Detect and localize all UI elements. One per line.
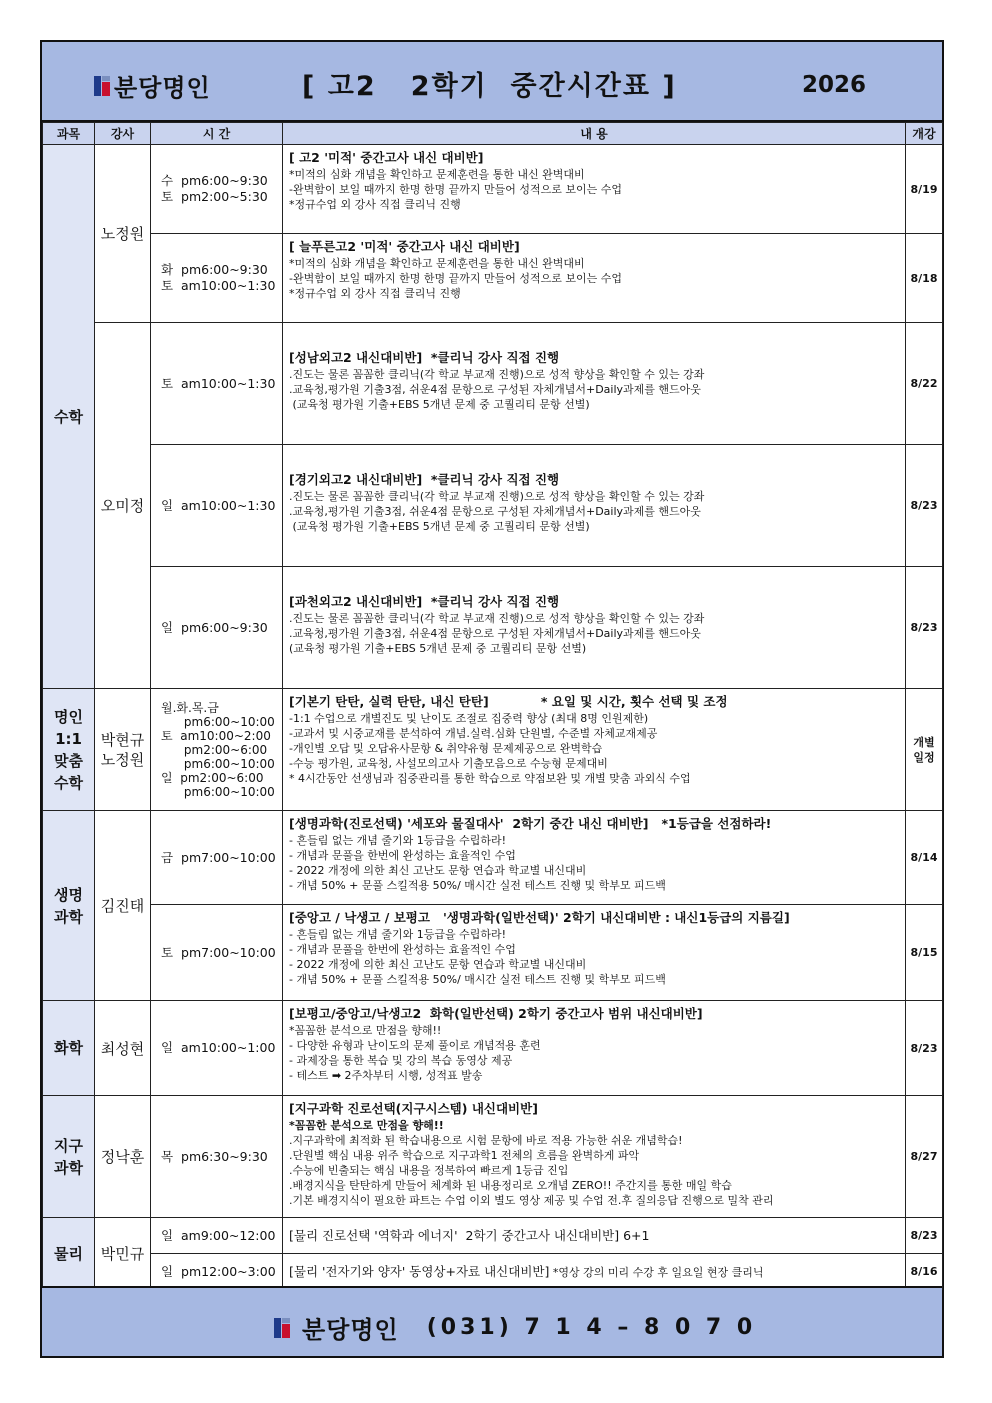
table-row bbox=[43, 234, 943, 323]
content-line: .기본 배경지식이 필요한 파트는 수업 이외 별도 영상 제공 및 수업 전.후 질의응답 진행으로 밀착 관리 bbox=[289, 1194, 774, 1207]
footer-band bbox=[42, 1286, 942, 1356]
subject-cell: 화학 bbox=[43, 1001, 95, 1096]
content-line: - 흔들림 없는 개념 줄기와 1등급을 수립하라! bbox=[289, 928, 506, 941]
course-title: [성남외고2 내신대비반] *클리닉 강사 직접 진행 bbox=[289, 350, 560, 365]
subject-cell: 수학 bbox=[43, 145, 95, 689]
content-line: - 과제장을 통한 복습 및 강의 복습 동영상 제공 bbox=[289, 1054, 513, 1067]
time-line: 일 pm2:00~6:00 bbox=[161, 770, 264, 785]
content-line: - 흔들림 없는 개념 줄기와 1등급을 수립하라! bbox=[289, 834, 506, 847]
content-cell bbox=[283, 1096, 906, 1218]
course-title: [지구과학 진로선택(지구시스템) 내신대비반] bbox=[289, 1101, 538, 1116]
content-line: * 4시간동안 선생님과 집중관리를 통한 학습으로 약점보완 및 개별 맞춤 과외식 수업 bbox=[289, 772, 691, 785]
subject-line: 생명 bbox=[54, 885, 83, 904]
brand-logo-icon bbox=[274, 1318, 290, 1338]
course-title: [경기외고2 내신대비반] *클리닉 강사 직접 진행 bbox=[289, 472, 560, 487]
time-cell bbox=[151, 445, 283, 567]
content-line: *정규수업 외 강사 직접 클리닉 진행 bbox=[289, 287, 461, 300]
teacher-cell: 정낙훈 bbox=[95, 1096, 151, 1218]
subject-line: 맞춤 bbox=[54, 751, 83, 770]
subject-line: 과학 bbox=[54, 907, 83, 926]
subject-cell bbox=[43, 811, 95, 1001]
time-line: 화 pm6:00~9:30 bbox=[161, 262, 268, 277]
content-cell bbox=[283, 905, 906, 1001]
time-cell bbox=[151, 905, 283, 1001]
content-line: -완벽함이 보일 때까지 한명 한명 끝까지 만들어 성적으로 보이는 수업 bbox=[289, 272, 622, 285]
time-line: 일 am10:00~1:00 bbox=[161, 1040, 276, 1055]
course-title: [보평고/중앙고/낙생고2 화학(일반선택) 2학기 중간고사 범위 내신대비반] bbox=[289, 1006, 703, 1021]
teacher-cell: 박민규 bbox=[95, 1218, 151, 1290]
subject-cell bbox=[43, 1096, 95, 1218]
course-title: [ 고2 '미적' 중간고사 내신 대비반] bbox=[289, 150, 484, 165]
course-title: [물리 진로선택 '역학과 에너지' 2학기 중간고사 내신대비반] 6+1 bbox=[289, 1227, 650, 1243]
content-line: -교과서 및 시중교재를 분석하여 개념.실력.심화 단원별, 수준별 자체교재제공 bbox=[289, 727, 658, 740]
time-line: pm6:00~10:00 bbox=[161, 714, 275, 729]
header-brand: 분당명인 bbox=[114, 74, 211, 102]
content-line: *꼼꼼한 분석으로 만점을 향해!! bbox=[289, 1119, 444, 1132]
content-line: *정규수업 외 강사 직접 클리닉 진행 bbox=[289, 198, 461, 211]
time-line: pm2:00~6:00 bbox=[161, 742, 268, 757]
time-cell bbox=[151, 1096, 283, 1218]
time-cell bbox=[151, 811, 283, 905]
start-date-cell: 8/19 bbox=[906, 145, 943, 234]
content-line: (교육청 평가원 기출+EBS 5개년 문제 중 고퀄리티 문항 선별) bbox=[289, 520, 590, 533]
teacher-cell: 오미정 bbox=[95, 323, 151, 689]
footer-phone: (031) 7 1 4 – 8 0 7 0 bbox=[426, 1315, 757, 1340]
date-line: 일정 bbox=[913, 750, 935, 764]
header-year: 2026 bbox=[802, 72, 867, 98]
content-cell bbox=[283, 145, 906, 234]
time-line: 금 pm7:00~10:00 bbox=[161, 849, 276, 865]
subject-line: 1:1 bbox=[55, 729, 82, 748]
col-time: 시 간 bbox=[151, 123, 283, 145]
time-cell bbox=[151, 234, 283, 323]
content-line: .교육청,평가원 기출3점, 쉬운4점 문항으로 구성된 자체개념서+Daily과제를 핸드아웃 bbox=[289, 383, 701, 396]
content-line: -완벽함이 보일 때까지 한명 한명 끝까지 만들어 성적으로 보이는 수업 bbox=[289, 183, 622, 196]
col-start: 개강 bbox=[906, 123, 943, 145]
content-cell bbox=[283, 234, 906, 323]
time-cell bbox=[151, 145, 283, 234]
content-line: *꼼꼼한 분석으로 만점을 향해!! bbox=[289, 1024, 442, 1037]
time-line: 수 pm6:00~9:30 bbox=[161, 173, 268, 188]
content-cell bbox=[283, 323, 906, 445]
start-date-cell: 8/22 bbox=[906, 323, 943, 445]
footer-brand: 분당명인 bbox=[302, 1316, 399, 1344]
brand-logo-icon bbox=[94, 76, 110, 96]
time-line: 토 am10:00~1:30 bbox=[161, 375, 276, 391]
content-line: .배경지식을 탄탄하게 만들어 체계화 된 내용정리로 오개념 ZERO!! 주간지를 통한 매일 학습 bbox=[289, 1179, 732, 1192]
content-cell bbox=[283, 1218, 906, 1254]
time-line: 토 am10:00~2:00 bbox=[161, 728, 271, 743]
content-line: (교육청 평가원 기출+EBS 5개년 문제 중 고퀄리티 문항 선별) bbox=[289, 642, 587, 655]
teacher-line: 박현규 bbox=[100, 730, 145, 749]
time-line: 일 pm6:00~9:30 bbox=[161, 619, 268, 635]
content-line: (교육청 평가원 기출+EBS 5개년 문제 중 고퀄리티 문항 선별) bbox=[289, 398, 590, 411]
time-line: pm6:00~10:00 bbox=[161, 756, 275, 771]
content-line: *미적의 심화 개념을 확인하고 문제훈련을 통한 내신 완벽대비 bbox=[289, 257, 585, 270]
subject-line: 수학 bbox=[54, 773, 83, 792]
time-line: 토 pm7:00~10:00 bbox=[161, 944, 276, 960]
subject-cell bbox=[43, 689, 95, 811]
course-title: [과천외고2 내신대비반] *클리닉 강사 직접 진행 bbox=[289, 594, 560, 609]
start-date-cell: 8/27 bbox=[906, 1096, 943, 1218]
table-row bbox=[43, 1218, 943, 1254]
content-line: -수능 평가원, 교육청, 사설모의고사 기출모음으로 수능형 문제대비 bbox=[289, 757, 608, 770]
content-cell bbox=[283, 811, 906, 905]
time-line: 일 am10:00~1:30 bbox=[161, 497, 276, 513]
subject-line: 과학 bbox=[54, 1158, 83, 1177]
col-teacher: 강사 bbox=[95, 123, 151, 145]
course-title: [기본기 탄탄, 실력 탄탄, 내신 탄탄] * 요일 및 시간, 횟수 선택 및 조정 bbox=[289, 694, 728, 709]
content-line: .교육청,평가원 기출3점, 쉬운4점 문항으로 구성된 자체개념서+Daily과제를 핸드아웃 bbox=[289, 627, 701, 640]
subject-line: 지구 bbox=[54, 1136, 83, 1155]
time-line: 월.화.목.금 bbox=[161, 700, 219, 715]
col-content: 내 용 bbox=[283, 123, 906, 145]
time-line: 토 am10:00~1:30 bbox=[161, 278, 276, 293]
time-cell bbox=[151, 689, 283, 811]
content-cell bbox=[283, 567, 906, 689]
table-row bbox=[43, 1096, 943, 1218]
table-header-row bbox=[43, 123, 943, 145]
table-row bbox=[43, 811, 943, 905]
time-cell bbox=[151, 323, 283, 445]
start-date-cell: 8/14 bbox=[906, 811, 943, 905]
table-row bbox=[43, 1001, 943, 1096]
content-line: - 2022 개정에 의한 최신 고난도 문항 연습과 학교별 내신대비 bbox=[289, 864, 587, 877]
content-cell bbox=[283, 689, 906, 811]
course-title: [생명과학(진로선택) '세포와 물질대사' 2학기 중간 내신 대비반] *1등급을 선점하라! bbox=[289, 816, 772, 831]
subject-cell: 물리 bbox=[43, 1218, 95, 1290]
start-date-cell: 8/16 bbox=[906, 1254, 943, 1290]
teacher-cell: 최성현 bbox=[95, 1001, 151, 1096]
content-cell bbox=[283, 445, 906, 567]
course-title: [ 늘푸른고2 '미적' 중간고사 내신 대비반] bbox=[289, 239, 520, 254]
content-line: - 개념 50% + 문풀 스킬적용 50%/ 매시간 실전 테스트 진행 및 학부모 피드백 bbox=[289, 973, 666, 986]
time-line: 목 pm6:30~9:30 bbox=[161, 1148, 268, 1164]
content-cell bbox=[283, 1254, 906, 1290]
page-title: [ 고2 2학기 중간시간표 ] bbox=[302, 71, 677, 102]
start-date-cell: 8/18 bbox=[906, 234, 943, 323]
header-band bbox=[42, 42, 942, 122]
table-row bbox=[43, 323, 943, 445]
content-line: .진도는 물론 꼼꼼한 클리닉(각 학교 부교재 진행)으로 성적 향상을 확인할 수 있는 강좌 bbox=[289, 490, 705, 503]
time-line: 토 pm2:00~5:30 bbox=[161, 189, 268, 204]
start-date-cell: 8/23 bbox=[906, 445, 943, 567]
timetable-frame bbox=[40, 40, 944, 1358]
col-subject: 과목 bbox=[43, 123, 95, 145]
start-date-cell: 8/23 bbox=[906, 1001, 943, 1096]
content-line: - 다양한 유형과 난이도의 문제 풀이로 개념적용 훈련 bbox=[289, 1039, 541, 1052]
time-line: 일 am9:00~12:00 bbox=[161, 1227, 276, 1243]
time-cell bbox=[151, 567, 283, 689]
table-row bbox=[43, 905, 943, 1001]
content-line: -개인별 오답 및 오답유사문항 & 취약유형 문제제공으로 완벽학습 bbox=[289, 742, 603, 755]
content-line: - 개념과 문풀을 한번에 완성하는 효율적인 수업 bbox=[289, 943, 516, 956]
table-row bbox=[43, 1254, 943, 1290]
header-logo bbox=[94, 68, 211, 103]
content-line: .지구과학에 최적화 된 학습내용으로 시험 문항에 바로 적용 가능한 쉬운 개념학습! bbox=[289, 1134, 683, 1147]
start-date-cell: 8/23 bbox=[906, 567, 943, 689]
date-line: 개별 bbox=[913, 735, 935, 749]
course-title: [중앙고 / 낙생고 / 보평고 '생명과학(일반선택)' 2학기 내신대비반 : 내신1등급의 지름길] bbox=[289, 910, 790, 925]
content-line: -1:1 수업으로 개별진도 및 난이도 조절로 집중력 향상 (최대 8명 인원제한) bbox=[289, 712, 649, 725]
content-line: - 개념과 문풀을 한번에 완성하는 효율적인 수업 bbox=[289, 849, 516, 862]
start-date-cell bbox=[906, 689, 943, 811]
content-line: - 테스트 ➡ 2주차부터 시행, 성적표 발송 bbox=[289, 1069, 483, 1082]
course-title: [물리 '전자기와 양자' 동영상+자료 내신대비반] bbox=[289, 1263, 550, 1279]
teacher-cell bbox=[95, 689, 151, 811]
content-line: .진도는 물론 꼼꼼한 클리닉(각 학교 부교재 진행)으로 성적 향상을 확인할 수 있는 강좌 bbox=[289, 368, 705, 381]
content-line: - 2022 개정에 의한 최신 고난도 문항 연습과 학교별 내신대비 bbox=[289, 958, 587, 971]
content-line: - 개념 50% + 문풀 스킬적용 50%/ 매시간 실전 테스트 진행 및 학부모 피드백 bbox=[289, 879, 666, 892]
footer-logo bbox=[274, 1310, 756, 1345]
content-line: .교육청,평가원 기출3점, 쉬운4점 문항으로 구성된 자체개념서+Daily과제를 핸드아웃 bbox=[289, 505, 701, 518]
time-line: 일 pm12:00~3:00 bbox=[161, 1263, 276, 1279]
content-line: *미적의 심화 개념을 확인하고 문제훈련을 통한 내신 완벽대비 bbox=[289, 168, 585, 181]
content-cell bbox=[283, 1001, 906, 1096]
time-cell bbox=[151, 1254, 283, 1290]
table-row bbox=[43, 689, 943, 811]
subject-line: 명인 bbox=[54, 707, 83, 726]
start-date-cell: 8/23 bbox=[906, 1218, 943, 1254]
time-cell bbox=[151, 1218, 283, 1254]
content-line: .진도는 물론 꼼꼼한 클리닉(각 학교 부교재 진행)으로 성적 향상을 확인할 수 있는 강좌 bbox=[289, 612, 705, 625]
teacher-line: 노정원 bbox=[100, 750, 145, 769]
course-note: *영상 강의 미리 수강 후 일요일 현장 클리닉 bbox=[549, 1265, 764, 1279]
time-cell bbox=[151, 1001, 283, 1096]
table-row bbox=[43, 145, 943, 234]
schedule-table bbox=[42, 122, 943, 1290]
content-line: .단원별 핵심 내용 위주 학습으로 지구과학1 전체의 흐름을 완벽하게 파악 bbox=[289, 1149, 640, 1162]
start-date-cell: 8/15 bbox=[906, 905, 943, 1001]
time-line: pm6:00~10:00 bbox=[161, 784, 275, 799]
teacher-cell: 노정원 bbox=[95, 145, 151, 323]
content-line: .수능에 빈출되는 핵심 내용을 정복하여 빠르게 1등급 진입 bbox=[289, 1164, 569, 1177]
table-row bbox=[43, 567, 943, 689]
teacher-cell: 김진태 bbox=[95, 811, 151, 1001]
table-row bbox=[43, 445, 943, 567]
